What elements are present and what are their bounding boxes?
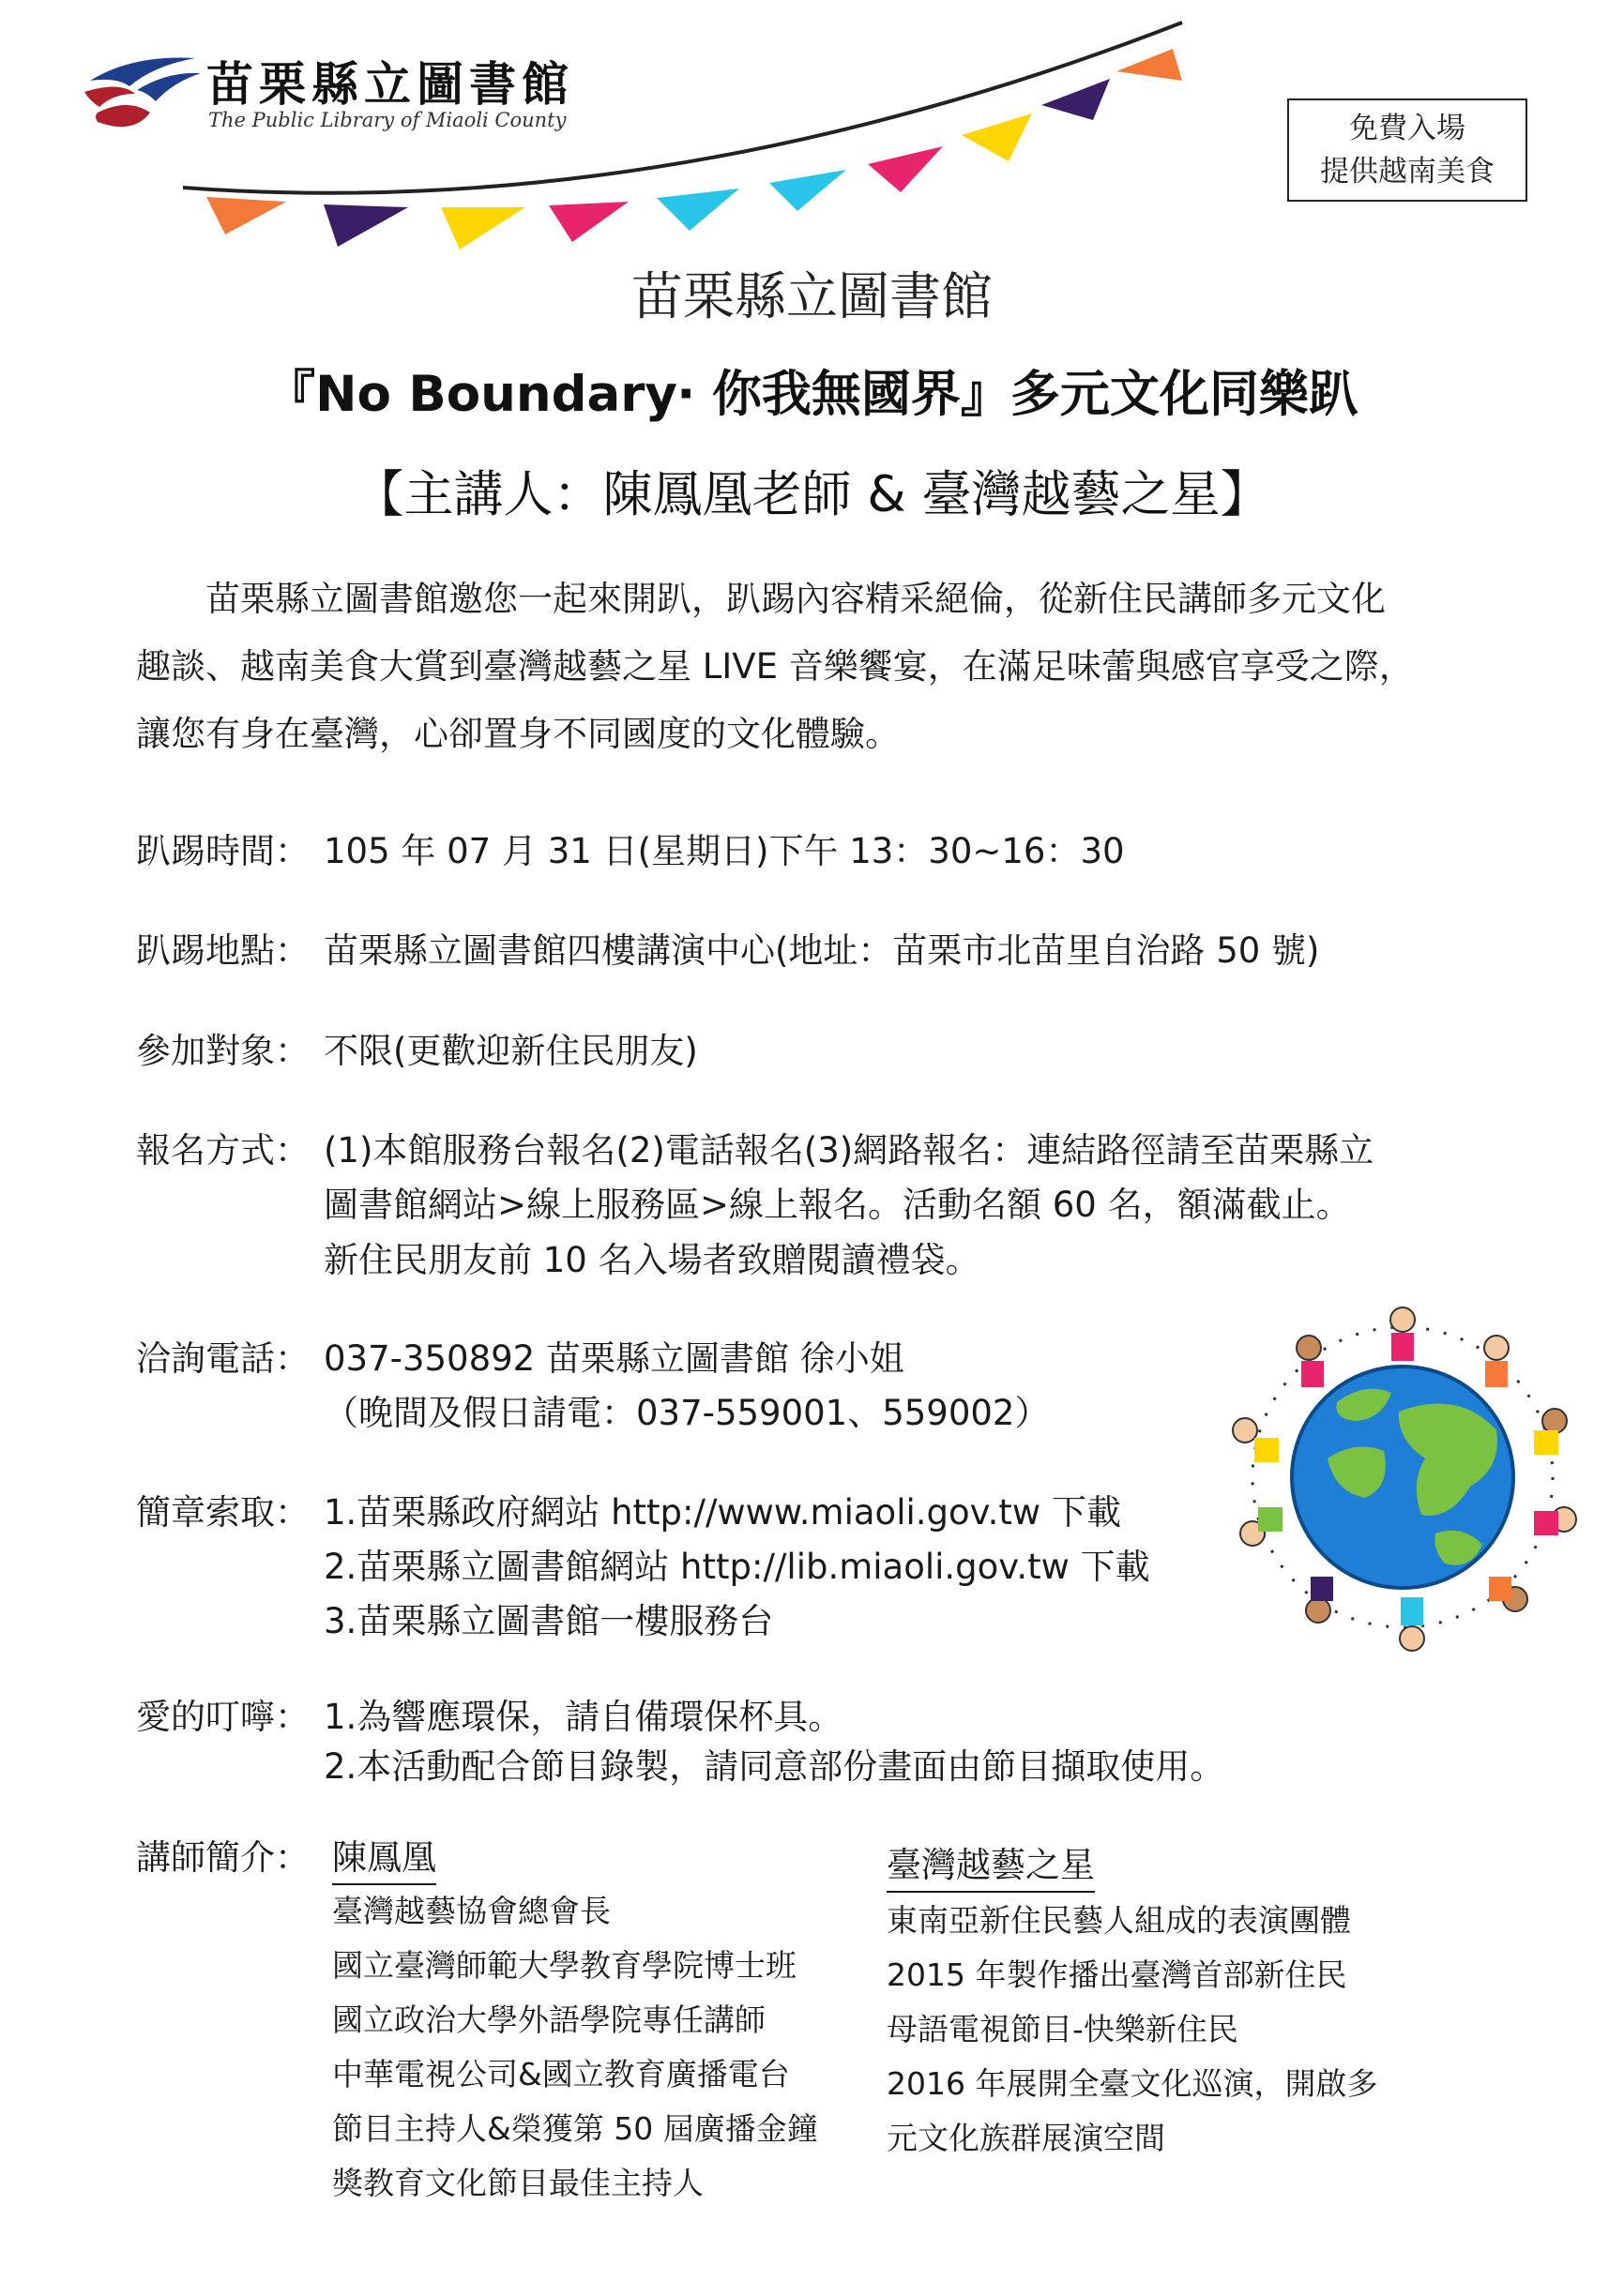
audience-value: 不限(更歡迎新住民朋友) bbox=[324, 1031, 698, 1071]
phone-line: （晚間及假日請電：037-559001、559002） bbox=[324, 1393, 1050, 1433]
event-title: 『No Boundary‧ 你我無國界』多元文化同樂趴 bbox=[266, 366, 1358, 423]
reminder-row bbox=[136, 1688, 843, 1739]
lecturers-label: 講師簡介： bbox=[136, 1837, 310, 1878]
reminder-label: 愛的叮嚀： bbox=[136, 1697, 310, 1737]
signup-line: 圖書館網站>線上服務區>線上報名。活動名額 60 名，額滿截止。 bbox=[324, 1185, 1351, 1225]
brochure-line: 1.苗栗縣政府網站 http://www.miaoli.gov.tw 下載 bbox=[324, 1492, 1121, 1533]
speaker2-bio-line: 2015 年製作播出臺灣首部新住民 bbox=[887, 1956, 1347, 1993]
logo-name-english: The Public Library of Miaoli County bbox=[208, 109, 567, 131]
intro-paragraph bbox=[136, 566, 1525, 768]
organizer-title: 苗栗縣立圖書館 bbox=[630, 266, 993, 326]
event-time-label: 趴踢時間： bbox=[136, 831, 310, 871]
signup-row bbox=[136, 1122, 1374, 1172]
audience-label: 參加對象： bbox=[136, 1031, 310, 1071]
signup-line: 新住民朋友前 10 名入場者致贈閱讀禮袋。 bbox=[324, 1240, 980, 1280]
event-place-row bbox=[136, 922, 1320, 973]
signup-line: (1)本館服務台報名(2)電話報名(3)網路報名：連結路徑請至苗栗縣立 bbox=[324, 1130, 1374, 1171]
signup-label: 報名方式： bbox=[136, 1130, 310, 1171]
phone-label: 洽詢電話： bbox=[136, 1338, 310, 1379]
phone-line: 037-350892 苗栗縣立圖書館 徐小姐 bbox=[324, 1338, 904, 1379]
speaker2-bio-line: 2016 年展開全臺文化巡演，開啟多 bbox=[887, 2065, 1378, 2102]
speaker1-bio-line: 節目主持人&榮獲第 50 屆廣播金鐘 bbox=[332, 2110, 818, 2147]
brochure-label: 簡章索取： bbox=[136, 1492, 310, 1533]
speaker1-name: 陳鳳凰 bbox=[332, 1829, 436, 1885]
bunting-decoration bbox=[178, 17, 1220, 261]
speaker1-bio-line: 國立政治大學外語學院專任講師 bbox=[332, 2001, 766, 2038]
speaker1-bio-line: 中華電視公司&國立教育廣播電台 bbox=[332, 2056, 790, 2092]
brochure-line: 3.苗栗縣立圖書館一樓服務台 bbox=[324, 1601, 774, 1641]
audience-row bbox=[136, 1022, 698, 1073]
event-place-label: 趴踢地點： bbox=[136, 930, 310, 971]
event-time-row bbox=[136, 823, 1125, 873]
lecturers-row bbox=[136, 1829, 324, 1880]
speakers-heading: 【主講人：陳鳳凰老師 & 臺灣越藝之星】 bbox=[354, 466, 1270, 523]
event-place-value: 苗栗縣立圖書館四樓講演中心(地址：苗栗市北苗里自治路 50 號) bbox=[324, 930, 1320, 971]
free-admission-note bbox=[1287, 98, 1527, 202]
reminder-line: 2.本活動配合節目錄製，請同意部份畫面由節目擷取使用。 bbox=[324, 1746, 1225, 1787]
speaker1-bio-line: 臺灣越藝協會總會長 bbox=[332, 1893, 611, 1929]
intro-line: 苗栗縣立圖書館邀您一起來開趴，趴踢內容精采絕倫，從新住民講師多元文化 bbox=[136, 579, 1386, 619]
event-time-value: 105 年 07 月 31 日(星期日)下午 13：30~16：30 bbox=[324, 831, 1125, 871]
intro-line: 趣談、越南美食大賞到臺灣越藝之星 LIVE 音樂饗宴，在滿足味蕾與感官享受之際， bbox=[136, 646, 1414, 687]
intro-line: 讓您有身在臺灣，心卻置身不同國度的文化體驗。 bbox=[136, 714, 900, 754]
speaker2-name: 臺灣越藝之星 bbox=[887, 1836, 1095, 1893]
brochure-row bbox=[136, 1484, 1121, 1534]
globe-children-illustration bbox=[1224, 1299, 1581, 1655]
speaker2-bio-line: 元文化族群展演空間 bbox=[887, 2120, 1165, 2156]
note-line-vietnamese-food: 提供越南美食 bbox=[1320, 155, 1495, 189]
speaker2-bio-line: 東南亞新住民藝人組成的表演團體 bbox=[887, 1902, 1351, 1939]
reminder-line: 1.為響應環保，請自備環保杯具。 bbox=[324, 1697, 843, 1737]
note-line-free-entry: 免費入場 bbox=[1349, 112, 1465, 145]
speaker1-bio-line: 獎教育文化節目最佳主持人 bbox=[332, 2165, 704, 2201]
speaker2-bio-line: 母語電視節目-快樂新住民 bbox=[887, 2011, 1238, 2047]
speaker1-bio-line: 國立臺灣師範大學教育學院博士班 bbox=[332, 1947, 797, 1984]
phone-row bbox=[136, 1330, 904, 1381]
logo-name-chinese: 苗栗縣立圖書館 bbox=[206, 56, 574, 112]
brochure-line: 2.苗栗縣立圖書館網站 http://lib.miaoli.gov.tw 下載 bbox=[324, 1547, 1150, 1587]
